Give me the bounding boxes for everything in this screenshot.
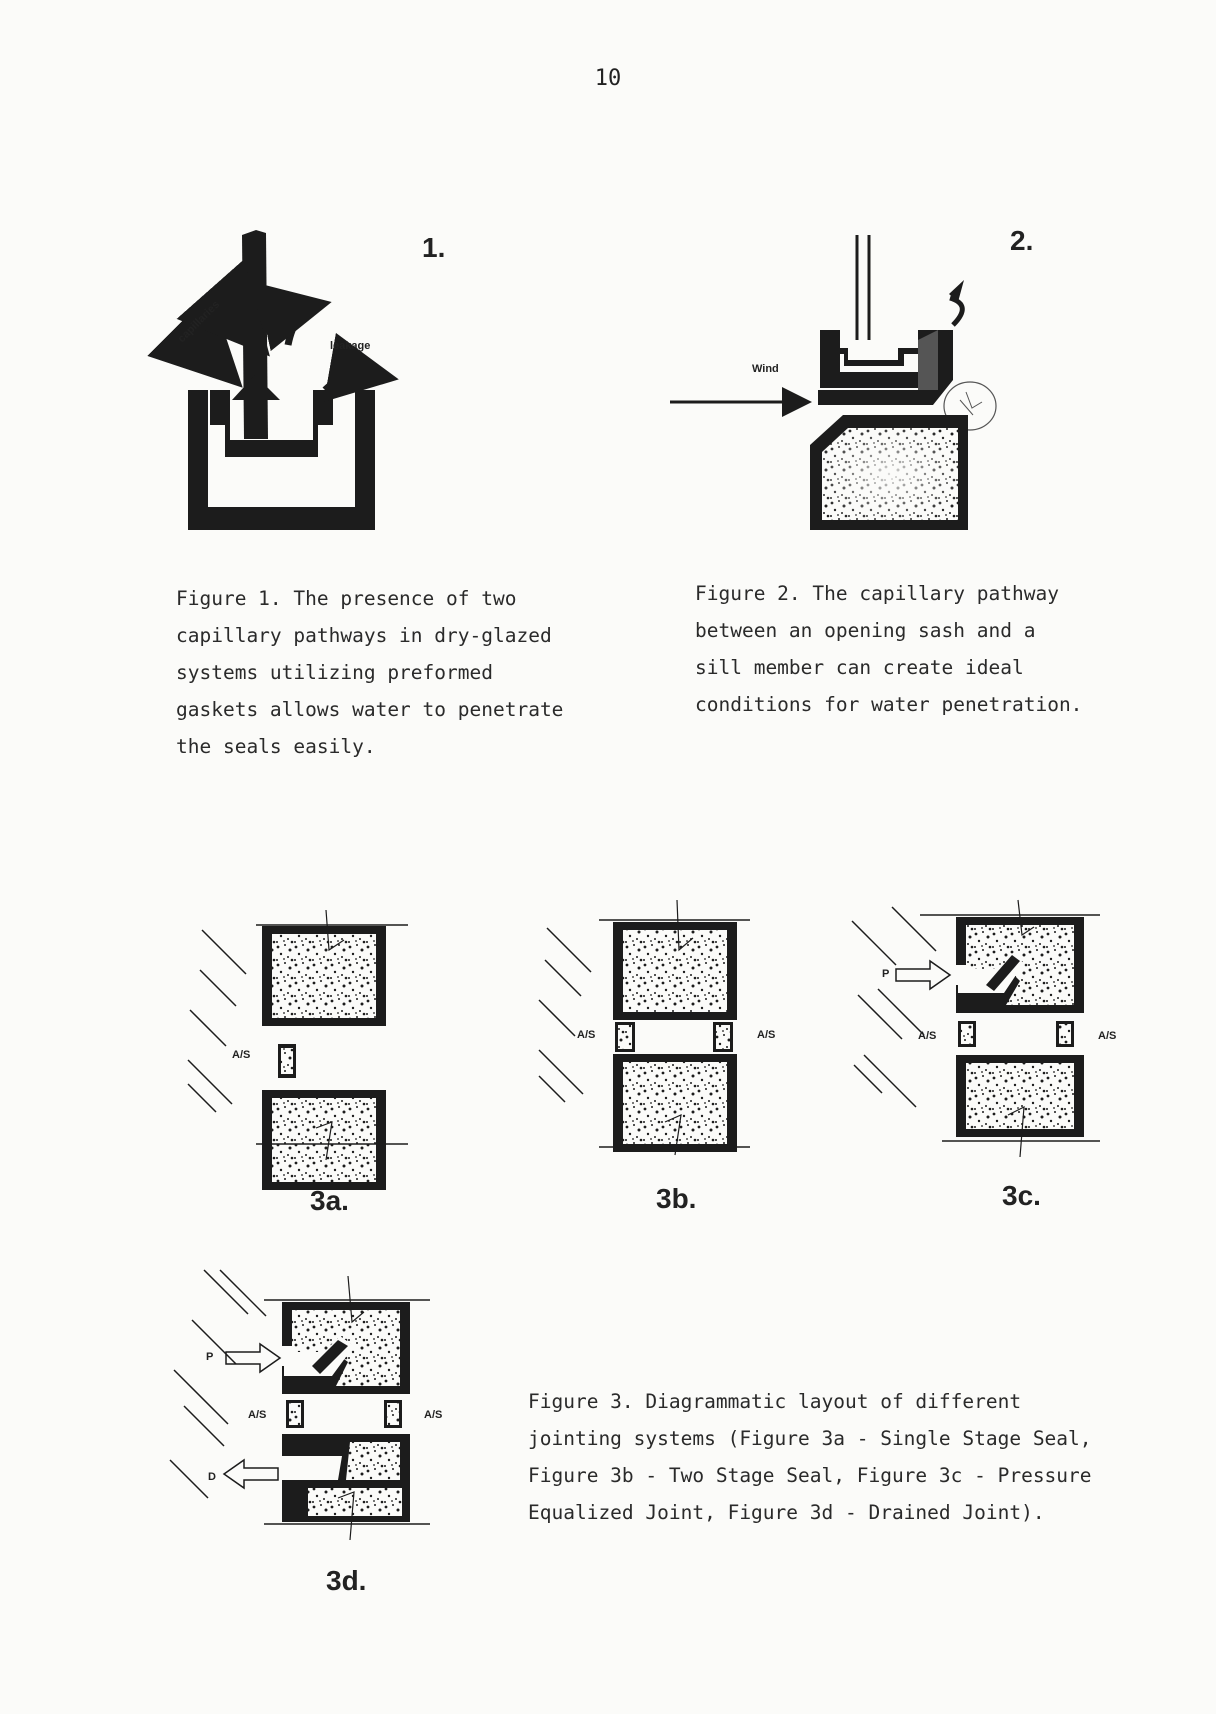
figure-3a-drawing [186, 890, 416, 1150]
figure-3-caption [528, 1383, 1092, 1531]
figure-3b-number: 3b. [656, 1183, 697, 1214]
label-as-left: A/S [248, 1409, 267, 1421]
caption-line: between an opening sash and a [695, 619, 1036, 642]
label-wind: Wind [752, 363, 779, 375]
caption-line: Figure 3. Diagrammatic layout of different [528, 1390, 1022, 1413]
label-p: P [206, 1351, 214, 1363]
label-d: D [208, 1471, 216, 1483]
figure-3b [535, 890, 795, 1150]
label-as-right: A/S [1098, 1030, 1117, 1042]
label-as: A/S [232, 1049, 251, 1061]
label-as-left: A/S [918, 1030, 937, 1042]
caption-line: sill member can create ideal [695, 656, 1024, 679]
figure-2 [668, 230, 1008, 540]
figure-3b-drawing [535, 890, 795, 1150]
figure-2-number: 2. [1010, 225, 1034, 256]
caption-line: Figure 1. The presence of two [176, 587, 517, 610]
figure-2-caption [695, 575, 1082, 723]
figure-3c-drawing [848, 895, 1128, 1150]
figure-3a [186, 890, 416, 1150]
label-as-left: A/S [577, 1029, 596, 1041]
label-as-right: A/S [757, 1029, 776, 1041]
label-capillaries: capillaries [175, 298, 223, 346]
caption-line: Equalized Joint, Figure 3d - Drained Joint). [528, 1501, 1045, 1524]
label-as-right: A/S [424, 1409, 443, 1421]
figure-3a-number: 3a. [310, 1185, 349, 1216]
figure-3c-number: 3c. [1002, 1180, 1041, 1211]
figure-2-drawing [668, 230, 1008, 540]
caption-line: systems utilizing preformed [176, 661, 493, 684]
caption-line: Figure 2. The capillary pathway [695, 582, 1059, 605]
label-p: P [882, 968, 890, 980]
caption-line: Figure 3b - Two Stage Seal, Figure 3c - Pressure [528, 1464, 1092, 1487]
figure-1-caption [176, 580, 563, 765]
caption-line: conditions for water penetration. [695, 693, 1083, 716]
figure-3c [848, 895, 1128, 1150]
caption-line: the seals easily. [176, 735, 376, 758]
figure-3d [168, 1270, 443, 1540]
figure-3d-number: 3d. [326, 1565, 367, 1596]
caption-line: jointing systems (Figure 3a - Single Stage Seal, [528, 1427, 1092, 1450]
caption-line: capillary pathways in dry-glazed [176, 624, 552, 647]
figure-1 [170, 225, 460, 535]
figure-3d-drawing [168, 1270, 443, 1540]
figure-1-drawing [170, 225, 460, 535]
figure-1-number: 1. [422, 232, 446, 263]
label-leakage: leakage [330, 340, 371, 352]
caption-line: gaskets allows water to penetrate [176, 698, 564, 721]
page-number: 10 [594, 66, 622, 91]
